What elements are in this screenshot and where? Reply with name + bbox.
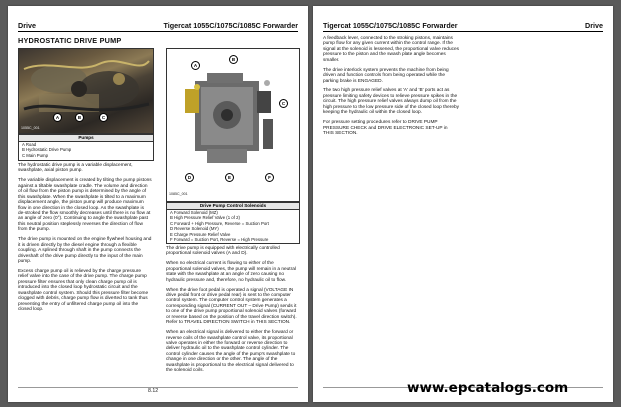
right-header-title: Tigercat 1055C/1075C/1085C Forwarder — [323, 21, 458, 30]
page-number: 8.12 — [148, 388, 159, 394]
pumps-caption — [18, 134, 154, 161]
callout-a: A — [191, 61, 200, 70]
solenoids-caption-item: F Forward = Suction Port, Reverse = High Pressure — [170, 237, 269, 243]
callout-c: C — [99, 113, 108, 122]
callout-a: A — [53, 113, 62, 122]
watermark[interactable]: www.epcatalogs.com — [407, 380, 569, 396]
paragraph: The drive interlock system prevents the machine from being driven and function controls from being operated while the parking brake is ENGAGED. — [323, 67, 449, 84]
section-title: HYDROSTATIC DRIVE PUMP — [18, 36, 122, 45]
paragraph: Excess charge pump oil is relieved by the charge pressure relief valve into the case of the drive pump. The charge pump pressure filter ensures that only clean charge pump oil is introduced into the closed loop hydrostatic circuit and the swashplate control system. Should this pressure filter become clogged with debris, charge pump flow is diverted to tank thus preventing the entry of unfiltered charge pump oil into the closed loop. — [18, 268, 149, 313]
paragraph: When an electrical signal is delivered to either the forward or reverse coils of the swashplate control valve, its proportional valve operates in either the forward or reverse direction to deliver hydraulic oil to the swashplate control cylinder. The control cylinder causes the angle of the pump's swashplate to change in one direction or the other. The angle of the swashplate is proportional to the electrical signal delivered to the solenoid coils. — [166, 330, 296, 374]
callout-d: D — [185, 173, 194, 182]
solenoids-caption-item: E Charge Pressure Relief Valve — [170, 231, 231, 237]
callout-e: E — [225, 173, 234, 182]
left-header-section: Drive — [18, 21, 36, 30]
engine-photo-graphic — [19, 49, 153, 133]
callout-b: B — [229, 55, 238, 64]
solenoids-caption — [166, 202, 300, 244]
solenoids-caption-item: A Forward Solenoid (MZ) — [170, 210, 218, 215]
paragraph: The drive pump is equipped with electrically controlled proportional solenoid valves (A and D). — [166, 246, 280, 257]
paragraph: The drive pump is mounted on the engine flywheel housing and it is driven directly by the diesel engine through a flexible coupling. A splined through shaft in the pump connects the driveshaft of the drive pump directly to the input of the main pump. — [18, 237, 152, 265]
right-page-text — [323, 36, 459, 141]
left-column-text — [18, 163, 152, 317]
callout-b: B — [75, 113, 84, 122]
right-header-section: Drive — [585, 21, 603, 30]
solenoids-caption-item: C Forward + High Pressure, Reverse = Suction Port — [170, 220, 269, 226]
paragraph: For pressure setting procedures refer to DRIVE PUMP PRESSURE CHECK and DRIVE ELECTRONIC SET-UP in THIS SECTION. — [323, 120, 448, 136]
pumps-caption-item: A Road — [22, 142, 37, 147]
pumps-caption-item: C Main Pump — [22, 152, 49, 158]
paragraph: A feedback lever, connected to the stroking pistons, maintains pump flow for any given current within the control range. If the signal at the solenoid is lessened, the proportional valve reduces pressure to the piston and the swash plate angle becomes smaller. — [323, 36, 459, 63]
photo2-label: 1085C_001 — [169, 192, 188, 196]
paragraph: The two high pressure relief valves at 'A' and 'B' ports act as pressure limiting safety devices to relieve pressure spikes in the circuit. The high pressure relief valves always dump oil from the high pressure to the low pressure side of the closed loop thereby keeping the hydraulic oil within the closed loop. — [323, 88, 459, 116]
photo1-label: 1055C_001 — [21, 126, 40, 130]
engine-photo — [18, 48, 154, 134]
pump-photo — [166, 48, 300, 202]
solenoids-caption-item: B High Pressure Relief Valve (1 of 2) — [170, 215, 240, 221]
right-column-text — [166, 246, 298, 378]
left-header-title: Tigercat 1055C/1075C/1085C Forwarder — [163, 21, 298, 30]
pumps-caption-item: B Hydrostatic Drive Pump — [22, 147, 72, 153]
left-page — [8, 6, 308, 402]
right-page — [313, 6, 613, 402]
paragraph: The variable displacement is created by tilting the pump pistons against a tiltable swashplate cradle. The volume and direction of oil flow from the piston pump is determined by the angle of this swashplate. When the swashplate is tilted to a maximum displacement angle, the piston pump will produce maximum flow in one direction in the closed loop. As the swashplate is de-stroked the flow smoothly decreases until there is no flow at an angle of zero (0°). Continuing to angle the swashplate past this neutral position steplessly reverses the direction of flow from the pump. — [18, 178, 152, 233]
pumps-caption-title: Pumps — [19, 135, 153, 142]
paragraph: The hydrostatic drive pump is a variable displacement, swashplate, axial piston pump. — [18, 163, 133, 174]
paragraph: When no electrical current is flowing to either of the proportional solenoid valves, the pump will remain in a neutral state with the swashplate at an angle of zero causing no hydraulic pressure and, therefore, no hydraulic oil to flow. — [166, 261, 296, 283]
right-page-header — [323, 20, 603, 32]
solenoids-caption-title: Drive Pump Control Solenoids — [167, 203, 299, 210]
callout-c: C — [279, 99, 288, 108]
callout-f: F — [265, 173, 274, 182]
paragraph: When the drive foot pedal is operated a signal (VOLTAGE IN drive pedal front or drive pedal rear) is sent to the computer control system. The computer control system generates a corresponding signal (CURRENT OUT – Drive Pump) sends it to one of the drive pump proportional solenoid valves (forward or reverse based on the position of the travel direction switch). Refer to TRAVEL DIRECTION SWITCH in THIS SECTION. — [166, 287, 297, 326]
left-page-header — [18, 20, 298, 32]
solenoids-caption-item: D Reverse Solenoid (MY) — [170, 226, 219, 232]
